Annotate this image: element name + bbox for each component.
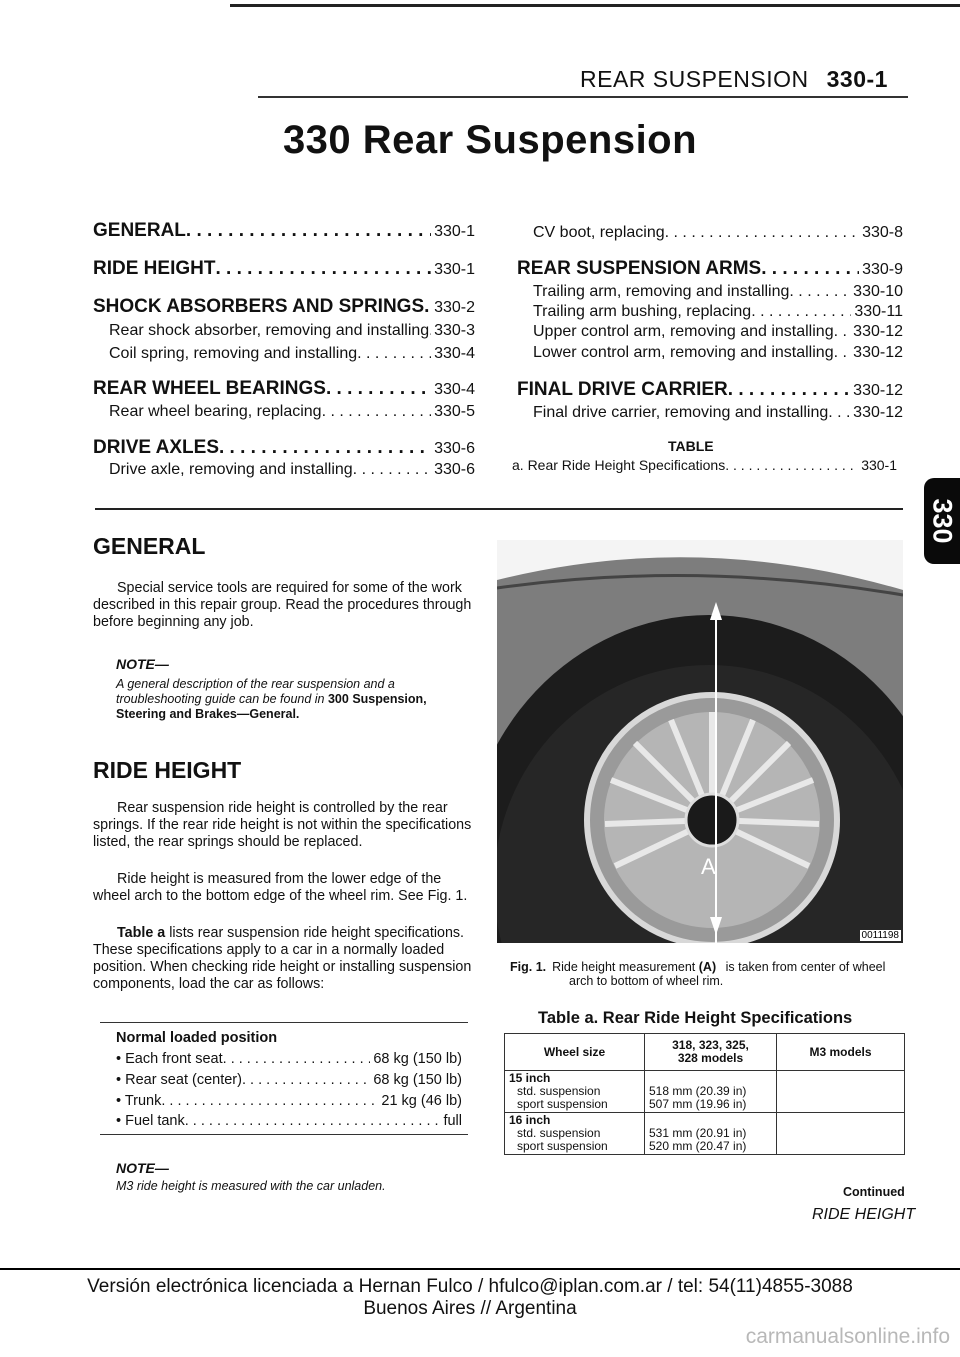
figure-label: Fig. 1. bbox=[510, 960, 547, 974]
value-16-std: 531 mm (20.91 in) bbox=[649, 1126, 747, 1140]
watermark: carmanualsonline.info bbox=[745, 1325, 950, 1348]
load-row-front-seat: • Each front seat . . . 68 kg (150 lb) bbox=[116, 1051, 462, 1067]
toc-entry-trailing-arm-bushing[interactable]: Trailing arm bushing, replacing . . . 330-11 bbox=[533, 303, 903, 321]
general-heading: GENERAL bbox=[93, 533, 206, 559]
footer-rule bbox=[0, 1268, 960, 1270]
header-m3-models: M3 models bbox=[777, 1034, 905, 1071]
note-body: A general description of the rear suspension and a troubleshooting guide can be found in 300 Suspension, Steering and Brakes—General. bbox=[116, 677, 427, 721]
toc-separator bbox=[95, 508, 903, 510]
load-row-trunk: • Trunk . . . 21 kg (46 lb) bbox=[116, 1093, 462, 1109]
toc-entry-trailing-arm[interactable]: Trailing arm, removing and installing . . . 330-10 bbox=[533, 283, 903, 301]
top-border-line bbox=[230, 4, 960, 7]
toc-entry-cv-boot[interactable]: CV boot, replacing . . . 330-8 bbox=[533, 224, 903, 242]
section-tab[interactable]: 330 bbox=[924, 478, 960, 564]
m3-cell bbox=[777, 1071, 905, 1113]
general-paragraph: Special service tools are required for some of the work described in this repair group. Read the procedures through before beginning any job. bbox=[93, 580, 472, 630]
ride-height-para-1: Rear suspension ride height is controlled by the rear springs. If the rear ride height is not within the specifications listed, the rear springs should be replaced. bbox=[93, 800, 472, 850]
figure-image-id: 0011198 bbox=[861, 930, 899, 941]
toc-entry-rear-suspension-arms[interactable]: REAR SUSPENSION ARMS . . . 330-9 bbox=[517, 258, 903, 280]
figure-caption: Fig. 1. Ride height measurement (A) is taken from center of wheel arch to bottom of wheel rim. bbox=[510, 960, 886, 988]
header-models: 318, 323, 325, 328 models bbox=[645, 1034, 777, 1071]
note2-body: M3 ride height is measured with the car unladen. bbox=[116, 1179, 386, 1193]
wheel-illustration bbox=[497, 540, 903, 943]
continued-label: Continued bbox=[843, 1185, 905, 1199]
group-15-inch: 15 inch bbox=[509, 1071, 551, 1085]
toc-entry-coil-spring[interactable]: Coil spring, removing and installing . . . 330-4 bbox=[109, 345, 475, 363]
note-heading: NOTE— bbox=[116, 656, 169, 672]
table-header-row bbox=[505, 1034, 905, 1071]
ride-height-para-2: Ride height is measured from the lower edge of the wheel arch to the bottom edge of the wheel rim. See Fig. 1. bbox=[93, 871, 468, 904]
toc-entry-shock-absorbers[interactable]: SHOCK ABSORBERS AND SPRINGS . . . 330-2 bbox=[93, 296, 475, 318]
section-name: REAR SUSPENSION bbox=[580, 66, 809, 92]
normal-load-title: Normal loaded position bbox=[116, 1030, 278, 1046]
value-16-sport: 520 mm (20.47 in) bbox=[649, 1139, 747, 1153]
toc-entry-final-drive-carrier[interactable]: FINAL DRIVE CARRIER . . . 330-12 bbox=[517, 379, 903, 401]
toc-entry-rear-shock[interactable]: Rear shock absorber, removing and installing . . . 330-3 bbox=[109, 322, 475, 340]
wheel-photo bbox=[497, 540, 903, 943]
toc-entry-general[interactable]: GENERAL . . . 330-1 bbox=[93, 220, 475, 242]
load-row-rear-seat: • Rear seat (center) . . . 68 kg (150 lb) bbox=[116, 1072, 462, 1088]
load-box-top-rule bbox=[100, 1022, 468, 1023]
license-notice: Versión electrónica licenciada a Hernan Fulco / hfulco@iplan.com.ar / tel: 54(11)4855-3088 Buenos Aires // Argentina bbox=[87, 1276, 853, 1319]
value-15-sport: 507 mm (19.96 in) bbox=[649, 1097, 747, 1111]
table-row: 16 inch std. suspension sport suspension 531 mm (20.91 in) 520 mm (20.47 in) bbox=[505, 1113, 905, 1155]
ride-height-para-3: Table a lists rear suspension ride height specifications. These specifications apply to a car in a normally loaded position. When checking ride height or installing suspension components, load the car as follows: bbox=[93, 925, 472, 992]
callout-a: A bbox=[701, 854, 716, 879]
spec-table-title: Table a. Rear Ride Height Specifications bbox=[538, 1009, 853, 1027]
m3-cell bbox=[777, 1113, 905, 1155]
toc-entry-upper-control-arm[interactable]: Upper control arm, removing and installing . . . 330-12 bbox=[533, 323, 903, 341]
page-number: 330-1 bbox=[826, 66, 888, 92]
toc-entry-table-a[interactable]: a. Rear Ride Height Specifications . . . 330-1 bbox=[512, 457, 897, 473]
toc-entry-rear-wheel-bearings[interactable]: REAR WHEEL BEARINGS . . . 330-4 bbox=[93, 378, 475, 400]
group-16-inch: 16 inch bbox=[509, 1113, 551, 1127]
load-box-bottom-rule bbox=[100, 1134, 468, 1135]
running-header bbox=[580, 66, 888, 93]
note-reference: 300 Suspension, Steering and Brakes—General. bbox=[116, 692, 427, 721]
header-wheel-size: Wheel size bbox=[505, 1034, 645, 1071]
toc-entry-drive-axles[interactable]: DRIVE AXLES . . . 330-6 bbox=[93, 437, 475, 459]
hub-cap bbox=[686, 794, 738, 846]
toc-tables-heading: TABLE bbox=[668, 438, 714, 454]
value-15-std: 518 mm (20.39 in) bbox=[649, 1084, 747, 1098]
table-row: 15 inch std. suspension sport suspension 518 mm (20.39 in) 507 mm (19.96 in) bbox=[505, 1071, 905, 1113]
toc-entry-drive-axle-removing[interactable]: Drive axle, removing and installing . . . 330-6 bbox=[109, 461, 475, 479]
toc-entry-final-drive-removing[interactable]: Final drive carrier, removing and installing . . . 330-12 bbox=[533, 404, 903, 422]
ride-height-heading: RIDE HEIGHT bbox=[93, 757, 242, 783]
header-rule bbox=[258, 96, 908, 98]
ride-height-spec-table bbox=[504, 1033, 905, 1155]
toc-entry-ride-height[interactable]: RIDE HEIGHT . . . 330-1 bbox=[93, 258, 475, 280]
toc-entry-wheel-bearing-replacing[interactable]: Rear wheel bearing, replacing . . . 330-5 bbox=[109, 403, 475, 421]
note2-heading: NOTE— bbox=[116, 1160, 169, 1176]
chapter-title: 330 Rear Suspension bbox=[282, 118, 698, 162]
load-row-fuel-tank: • Fuel tank . . . full bbox=[116, 1113, 462, 1129]
running-footer: RIDE HEIGHT bbox=[812, 1206, 916, 1223]
table-a-reference: Table a bbox=[117, 925, 166, 941]
toc-entry-lower-control-arm[interactable]: Lower control arm, removing and installing . . . 330-12 bbox=[533, 344, 903, 362]
